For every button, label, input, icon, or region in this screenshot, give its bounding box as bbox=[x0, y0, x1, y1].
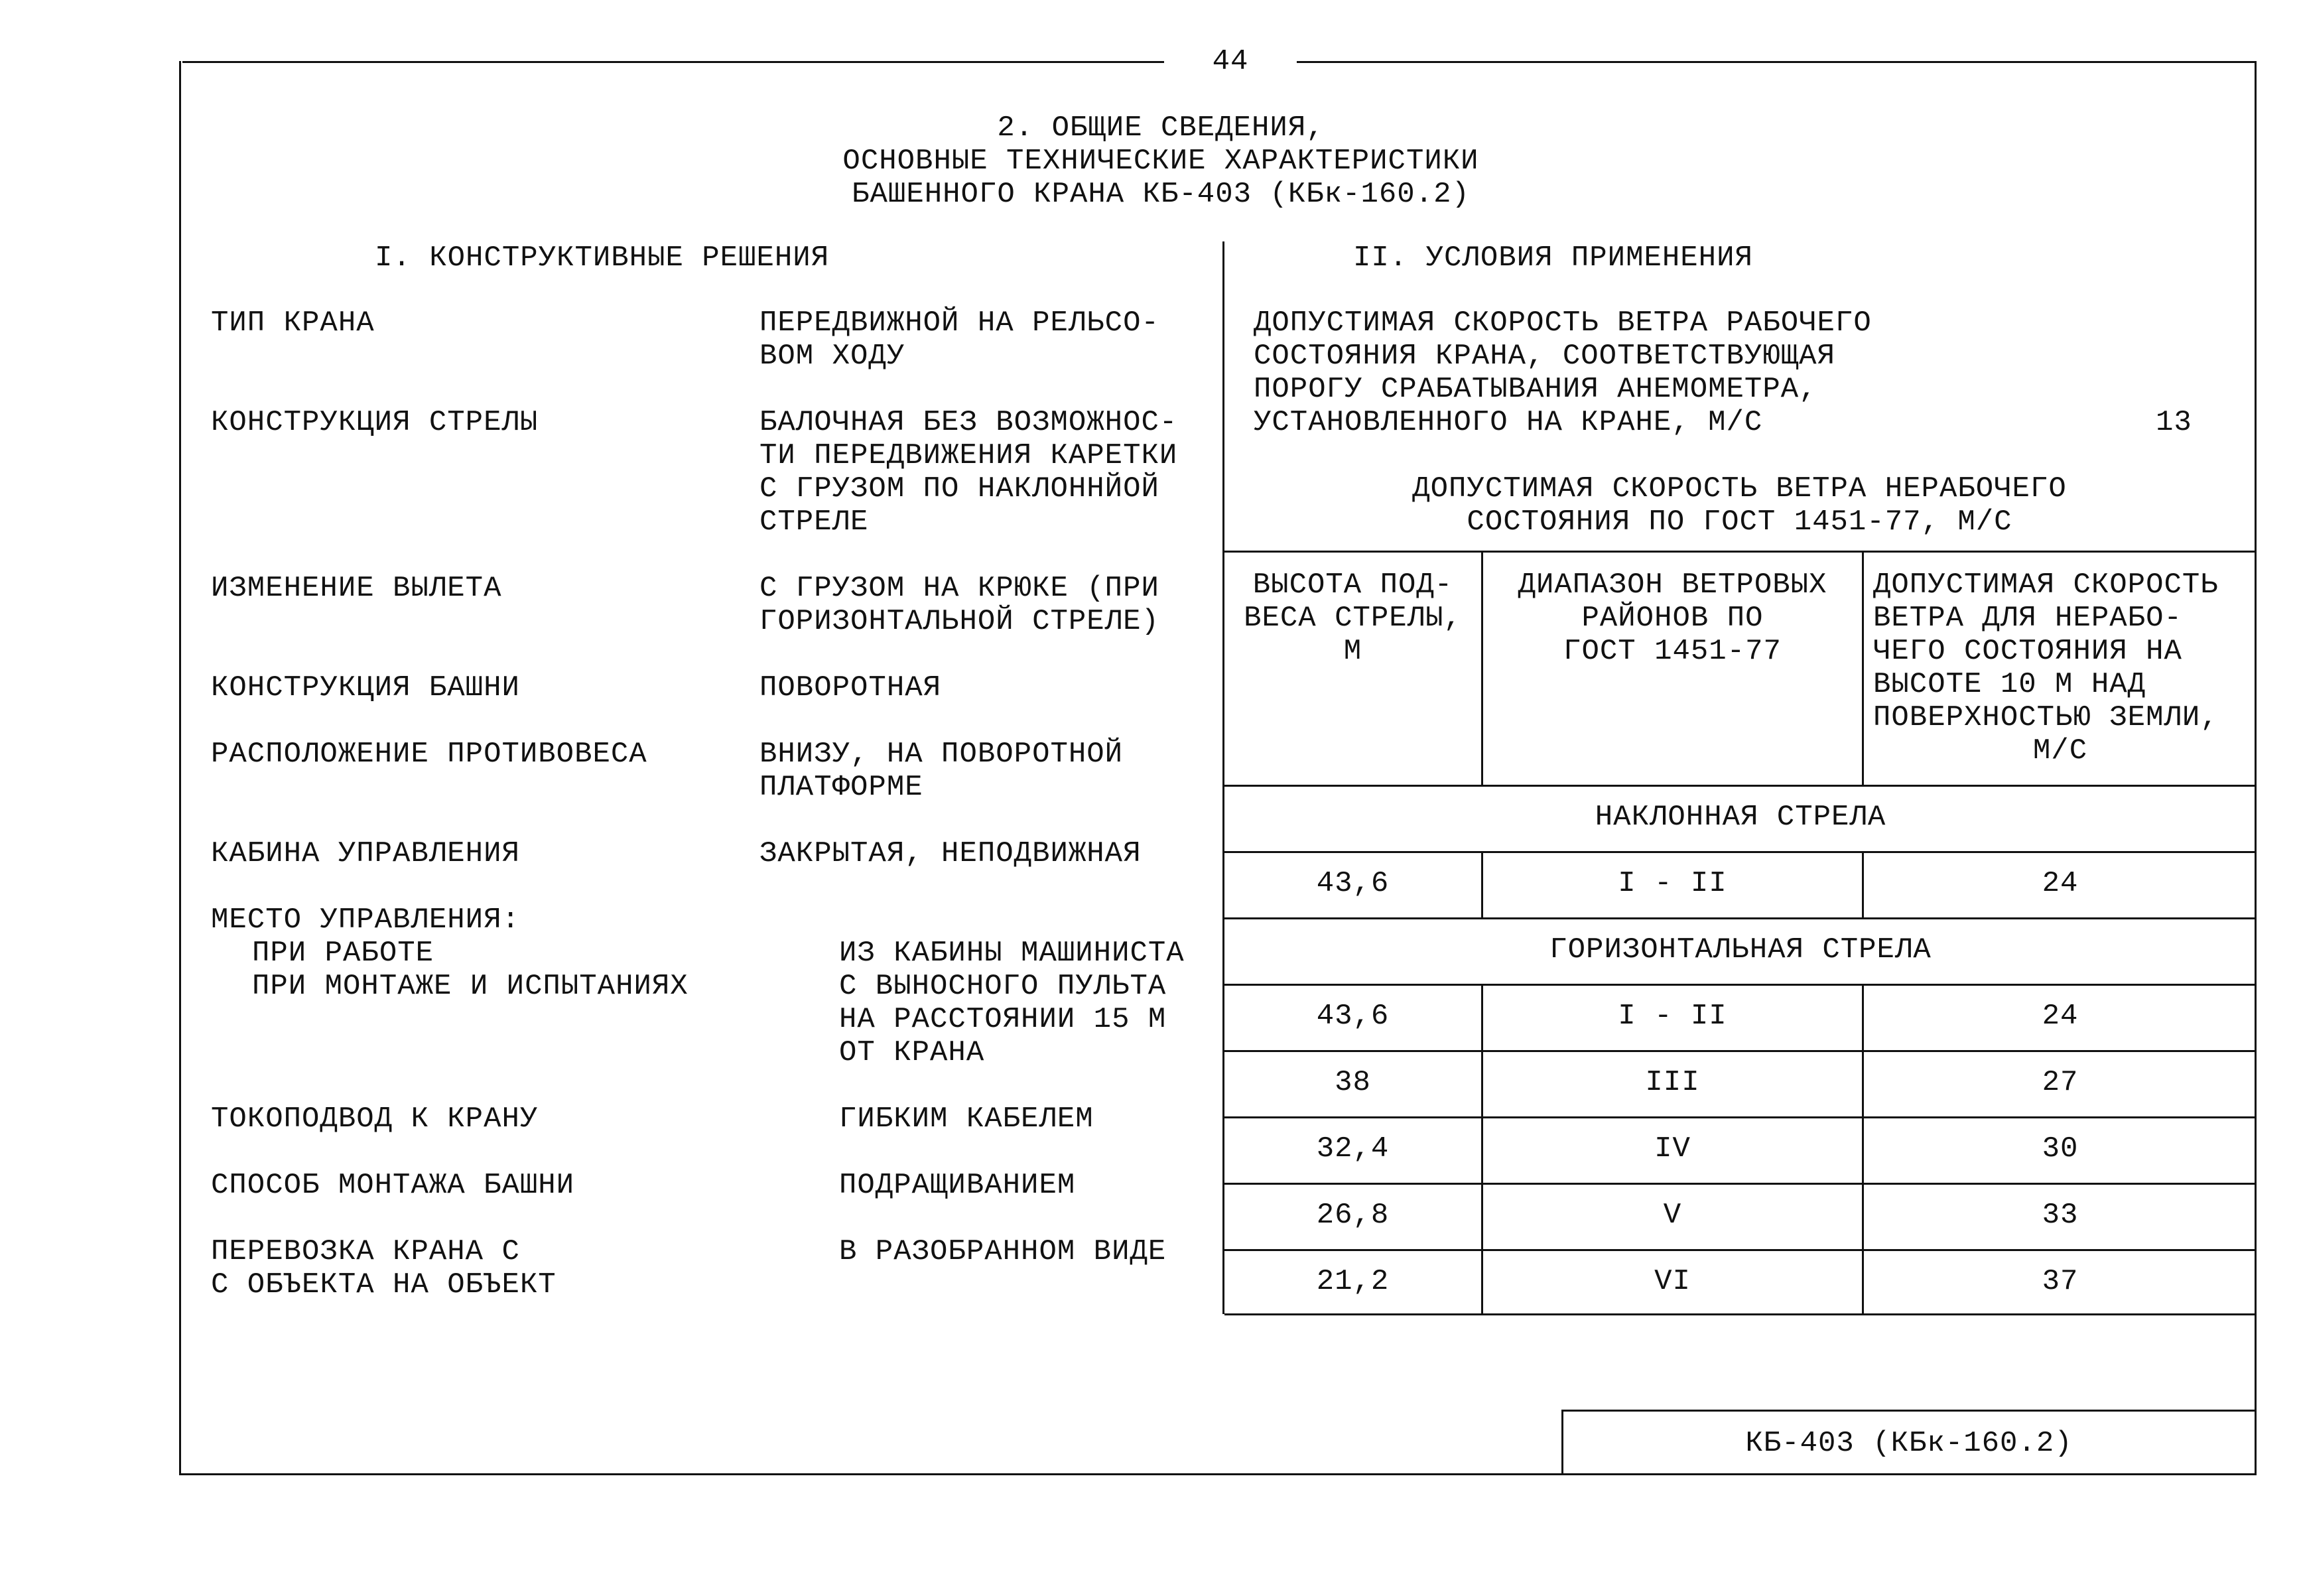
table-cell-speed: 24 bbox=[2042, 1000, 2079, 1033]
row-control-place-value-4: ОТ КРАНА bbox=[839, 1036, 985, 1069]
header-allowed-speed-1: ДОПУСТИМАЯ СКОРОСТЬ bbox=[1873, 568, 2219, 602]
row-crane-type-value-2: ВОМ ХОДУ bbox=[759, 340, 905, 373]
table-cell-range: III bbox=[1645, 1066, 1700, 1099]
wind-nonworking-line-1: ДОПУСТИМАЯ СКОРОСТЬ ВЕТРА НЕРАБОЧЕГО bbox=[1412, 472, 2067, 505]
row-control-place-value-2: С ВЫНОСНОГО ПУЛЬТА bbox=[839, 970, 1167, 1003]
header-allowed-speed-5: ПОВЕРХНОСТЬЮ ЗЕМЛИ, bbox=[1873, 701, 2219, 734]
wind-working-line-1: ДОПУСТИМАЯ СКОРОСТЬ ВЕТРА РАБОЧЕГО bbox=[1254, 306, 1872, 340]
frame-top-right-line bbox=[1297, 61, 2257, 63]
row-transport-label-1: ПЕРЕВОЗКА КРАНА С bbox=[211, 1235, 520, 1268]
row-control-place-sub-2: ПРИ МОНТАЖЕ И ИСПЫТАНИЯХ bbox=[252, 970, 689, 1003]
row-power-supply-label: ТОКОПОДВОД К КРАНУ bbox=[211, 1102, 539, 1136]
wind-working-value: 13 bbox=[2156, 406, 2192, 439]
frame-left-line bbox=[179, 61, 181, 1475]
wind-working-line-2: СОСТОЯНИЯ КРАНА, СООТВЕТСТВУЮЩАЯ bbox=[1254, 340, 1835, 373]
table-cell-height: 21,2 bbox=[1316, 1265, 1390, 1298]
row-tower-design-label: КОНСТРУКЦИЯ БАШНИ bbox=[211, 671, 520, 704]
frame-right-line bbox=[2255, 61, 2257, 1475]
row-reach-change-label: ИЗМЕНЕНИЕ ВЫЛЕТА bbox=[211, 572, 502, 605]
row-tower-design-value: ПОВОРОТНАЯ bbox=[759, 671, 942, 704]
header-wind-range-3: ГОСТ 1451-77 bbox=[1563, 635, 1782, 668]
table-rule bbox=[1224, 1050, 2257, 1052]
table-cell-height: 43,6 bbox=[1316, 1000, 1390, 1033]
header-boom-height-1: ВЫСОТА ПОД- bbox=[1252, 568, 1453, 602]
table-rule bbox=[1224, 551, 2257, 553]
row-boom-design-label: КОНСТРУКЦИЯ СТРЕЛЫ bbox=[211, 406, 539, 439]
header-allowed-speed-6: М/С bbox=[2032, 734, 2088, 767]
row-reach-change-value-2: ГОРИЗОНТАЛЬНОЙ СТРЕЛЕ) bbox=[759, 605, 1159, 638]
table-cell-range: I - II bbox=[1618, 867, 1727, 900]
row-control-place-label: МЕСТО УПРАВЛЕНИЯ: bbox=[211, 903, 520, 937]
header-wind-range-1: ДИАПАЗОН ВЕТРОВЫХ bbox=[1518, 568, 1827, 602]
row-boom-design-value-3: С ГРУЗОМ ПО НАКЛОННЙОЙ bbox=[759, 472, 1159, 505]
table-rule bbox=[1224, 1116, 2257, 1118]
row-transport-label-2: С ОБЪЕКТА НА ОБЪЕКТ bbox=[211, 1268, 557, 1301]
table-cell-range: IV bbox=[1654, 1132, 1691, 1165]
table-rule bbox=[1224, 917, 2257, 919]
row-boom-design-value-2: ТИ ПЕРЕДВИЖЕНИЯ КАРЕТКИ bbox=[759, 439, 1178, 472]
stamp-box-top bbox=[1561, 1410, 2257, 1412]
row-reach-change-value-1: С ГРУЗОМ НА КРЮКЕ (ПРИ bbox=[759, 572, 1159, 605]
row-counterweight-value-2: ПЛАТФОРМЕ bbox=[759, 771, 923, 804]
row-tower-mounting-value: ПОДРАЩИВАНИЕМ bbox=[839, 1169, 1076, 1202]
table-cell-range: VI bbox=[1654, 1265, 1691, 1298]
header-wind-range-2: РАЙОНОВ ПО bbox=[1581, 602, 1764, 635]
row-control-place-value-3: НА РАССТОЯНИИ 15 М bbox=[839, 1003, 1167, 1036]
table-rule bbox=[1224, 1183, 2257, 1185]
row-crane-type-value-1: ПЕРЕДВИЖНОЙ НА РЕЛЬСО- bbox=[759, 306, 1159, 340]
page-number: 44 bbox=[1212, 45, 1249, 78]
table-rule bbox=[1224, 1313, 2257, 1315]
row-counterweight-label: РАСПОЛОЖЕНИЕ ПРОТИВОВЕСА bbox=[211, 738, 647, 771]
row-crane-type-label: ТИП КРАНА bbox=[211, 306, 375, 340]
right-section-heading: II. УСЛОВИЯ ПРИМЕНЕНИЯ bbox=[1353, 241, 1753, 275]
table-cell-height: 43,6 bbox=[1316, 867, 1390, 900]
table-cell-height: 32,4 bbox=[1316, 1132, 1390, 1165]
row-counterweight-value-1: ВНИЗУ, НА ПОВОРОТНОЙ bbox=[759, 738, 1124, 771]
table-cell-height: 26,8 bbox=[1316, 1199, 1390, 1232]
row-transport-value: В РАЗОБРАННОМ ВИДЕ bbox=[839, 1235, 1167, 1268]
row-cabin-label: КАБИНА УПРАВЛЕНИЯ bbox=[211, 837, 520, 870]
title-line-3: БАШЕННОГО КРАНА КБ-403 (КБк-160.2) bbox=[852, 178, 1470, 211]
title-line-2: ОСНОВНЫЕ ТЕХНИЧЕСКИЕ ХАРАКТЕРИСТИКИ bbox=[842, 145, 1479, 178]
section-inclined-boom: НАКЛОННАЯ СТРЕЛА bbox=[1595, 801, 1886, 834]
wind-nonworking-line-2: СОСТОЯНИЯ ПО ГОСТ 1451-77, М/С bbox=[1467, 505, 2012, 539]
header-boom-height-3: М bbox=[1343, 635, 1362, 668]
header-boom-height-2: ВЕСА СТРЕЛЫ, bbox=[1244, 602, 1462, 635]
table-cell-height: 38 bbox=[1335, 1066, 1371, 1099]
title-line-1: 2. ОБЩИЕ СВЕДЕНИЯ, bbox=[997, 111, 1325, 145]
table-cell-speed: 24 bbox=[2042, 867, 2079, 900]
row-boom-design-value-4: СТРЕЛЕ bbox=[759, 505, 869, 539]
table-rule bbox=[1224, 984, 2257, 986]
row-control-place-value-1: ИЗ КАБИНЫ МАШИНИСТА bbox=[839, 937, 1185, 970]
left-section-heading: I. КОНСТРУКТИВНЫЕ РЕШЕНИЯ bbox=[375, 241, 830, 275]
table-cell-range: I - II bbox=[1618, 1000, 1727, 1033]
wind-working-line-3: ПОРОГУ СРАБАТЫВАНИЯ АНЕМОМЕТРА, bbox=[1254, 373, 1817, 406]
stamp-label: КБ-403 (КБк-160.2) bbox=[1745, 1427, 2073, 1460]
frame-bottom-line bbox=[179, 1473, 2257, 1475]
header-allowed-speed-3: ЧЕГО СОСТОЯНИЯ НА bbox=[1873, 635, 2182, 668]
row-control-place-sub-1: ПРИ РАБОТЕ bbox=[252, 937, 434, 970]
row-boom-design-value-1: БАЛОЧНАЯ БЕЗ ВОЗМОЖНОС- bbox=[759, 406, 1178, 439]
table-cell-speed: 30 bbox=[2042, 1132, 2079, 1165]
table-cell-range: V bbox=[1663, 1199, 1682, 1232]
table-cell-speed: 33 bbox=[2042, 1199, 2079, 1232]
row-power-supply-value: ГИБКИМ КАБЕЛЕМ bbox=[839, 1102, 1094, 1136]
table-rule bbox=[1224, 851, 2257, 853]
table-rule bbox=[1224, 785, 2257, 787]
table-rule bbox=[1224, 1249, 2257, 1251]
frame-top-left-line bbox=[182, 61, 1164, 63]
row-tower-mounting-label: СПОСОБ МОНТАЖА БАШНИ bbox=[211, 1169, 575, 1202]
wind-working-line-4: УСТАНОВЛЕННОГО НА КРАНЕ, М/С bbox=[1254, 406, 1763, 439]
table-cell-speed: 27 bbox=[2042, 1066, 2079, 1099]
table-cell-speed: 37 bbox=[2042, 1265, 2079, 1298]
row-cabin-value: ЗАКРЫТАЯ, НЕПОДВИЖНАЯ bbox=[759, 837, 1142, 870]
header-allowed-speed-4: ВЫСОТЕ 10 М НАД bbox=[1873, 668, 2146, 701]
section-horizontal-boom: ГОРИЗОНТАЛЬНАЯ СТРЕЛА bbox=[1549, 933, 1932, 966]
header-allowed-speed-2: ВЕТРА ДЛЯ НЕРАБО- bbox=[1873, 602, 2182, 635]
